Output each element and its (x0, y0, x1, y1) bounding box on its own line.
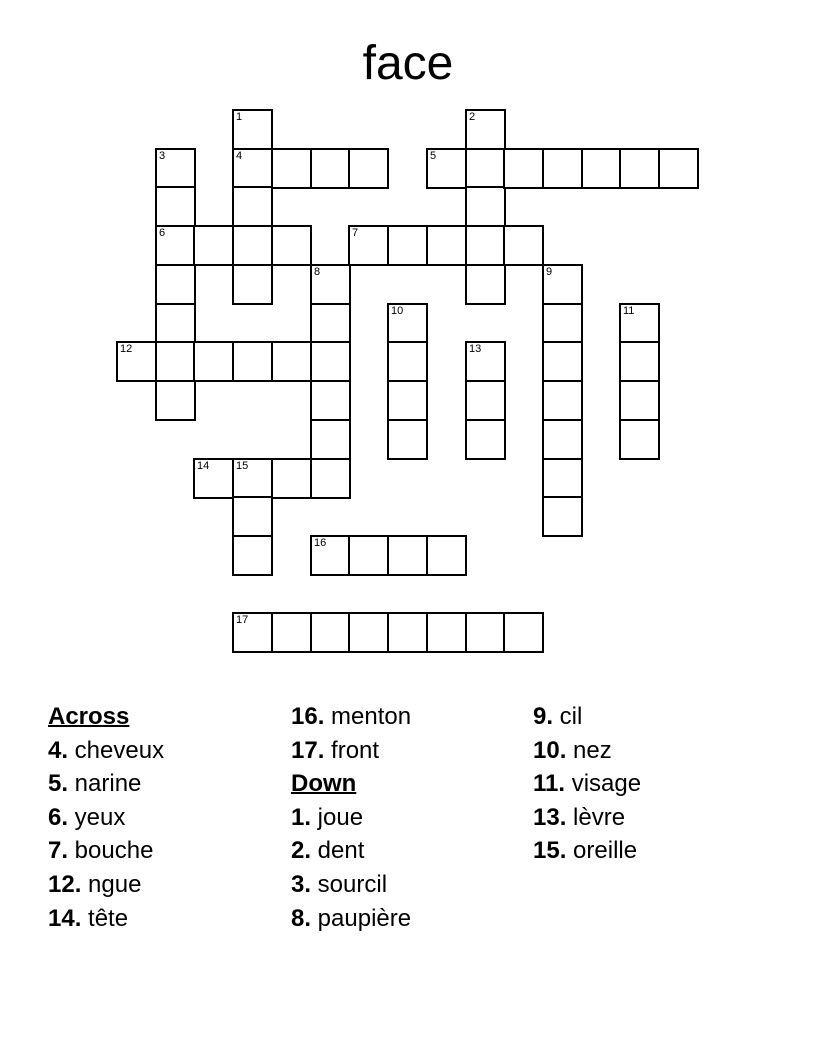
grid-cell[interactable] (116, 341, 157, 382)
grid-cell[interactable] (348, 148, 389, 189)
clue-number: 6. (48, 803, 69, 831)
grid-cell[interactable] (465, 419, 506, 460)
grid-cell[interactable] (619, 148, 660, 189)
clue-number: 4. (48, 736, 69, 764)
clue-number: 8. (291, 904, 312, 932)
clue-text: ngue (81, 870, 142, 898)
clue-item (48, 834, 164, 868)
grid-cell[interactable] (193, 225, 234, 266)
grid-cell[interactable] (155, 341, 196, 382)
grid-cell[interactable] (542, 380, 583, 421)
grid-cell[interactable] (465, 148, 506, 189)
grid-cell[interactable] (155, 303, 196, 344)
clue-item (291, 734, 411, 768)
clue-number: 5. (48, 770, 69, 798)
grid-cell[interactable] (542, 264, 583, 305)
grid-cell[interactable] (619, 380, 660, 421)
grid-cell[interactable] (155, 148, 196, 189)
clue-item (291, 834, 411, 868)
clue-item (533, 801, 641, 835)
cell-number: 12 (120, 343, 133, 355)
clue-text: oreille (566, 837, 638, 865)
grid-cell[interactable] (271, 341, 312, 382)
grid-cell[interactable] (426, 612, 467, 653)
grid-cell[interactable] (542, 303, 583, 344)
clue-number: 15. (533, 837, 567, 865)
grid-cell[interactable] (387, 612, 428, 653)
grid-cell[interactable] (387, 419, 428, 460)
clue-number: 9. (533, 703, 554, 730)
clue-column (291, 700, 411, 935)
grid-cell[interactable] (310, 303, 351, 344)
grid-cell[interactable] (310, 148, 351, 189)
grid-cell[interactable] (155, 264, 196, 305)
grid-cell[interactable] (271, 612, 312, 653)
grid-cell[interactable] (426, 148, 467, 189)
grid-cell[interactable] (310, 419, 351, 460)
clue-text: tête (81, 904, 129, 932)
grid-cell[interactable] (271, 148, 312, 189)
clue-text: yeux (68, 803, 126, 831)
clue-heading-down: Down (291, 770, 357, 798)
cell-number: 10 (391, 305, 404, 317)
clue-text: menton (324, 703, 412, 730)
grid-cell[interactable] (658, 148, 699, 189)
grid-cell[interactable] (310, 341, 351, 382)
clue-text: narine (68, 770, 142, 798)
grid-cell[interactable] (503, 148, 544, 189)
cell-number: 13 (469, 343, 482, 355)
grid-cell[interactable] (155, 380, 196, 421)
clue-item (48, 868, 164, 902)
clue-item (533, 700, 641, 734)
grid-cell[interactable] (193, 458, 234, 499)
cell-number: 7 (352, 227, 359, 239)
grid-cell[interactable] (542, 341, 583, 382)
grid-cell[interactable] (310, 380, 351, 421)
grid-cell[interactable] (387, 225, 428, 266)
clue-item (291, 902, 411, 936)
grid-cell[interactable] (465, 264, 506, 305)
grid-cell[interactable] (155, 225, 196, 266)
grid-cell[interactable] (619, 303, 660, 344)
clue-text: sourcil (311, 870, 388, 898)
grid-cell[interactable] (619, 341, 660, 382)
cell-number: 15 (236, 460, 249, 472)
clue-text: cil (553, 703, 583, 730)
grid-cell[interactable] (232, 341, 273, 382)
cell-number: 8 (314, 266, 321, 278)
clue-number: 17. (291, 736, 325, 764)
grid-cell[interactable] (465, 380, 506, 421)
grid-cell[interactable] (310, 535, 351, 576)
cell-number: 2 (469, 111, 476, 123)
clue-number: 10. (533, 736, 567, 764)
clue-text: dent (311, 837, 365, 865)
grid-cell[interactable] (310, 458, 351, 499)
grid-cell[interactable] (426, 535, 467, 576)
clue-number: 3. (291, 870, 312, 898)
grid-cell[interactable] (542, 148, 583, 189)
clue-item (48, 734, 164, 768)
clue-heading-across: Across (48, 703, 130, 730)
clue-item (533, 834, 641, 868)
puzzle-title: face (362, 37, 454, 90)
clue-number: 7. (48, 837, 69, 865)
clue-text: lèvre (566, 803, 626, 831)
clue-number: 12. (48, 870, 82, 898)
grid-cell[interactable] (465, 109, 506, 150)
grid-cell[interactable] (503, 225, 544, 266)
clue-item (48, 902, 164, 936)
grid-cell[interactable] (581, 148, 622, 189)
clue-number: 14. (48, 904, 82, 932)
grid-cell[interactable] (232, 496, 273, 537)
grid-cell[interactable] (465, 225, 506, 266)
clue-number: 2. (291, 837, 312, 865)
clue-item (291, 700, 411, 734)
grid-cell[interactable] (387, 380, 428, 421)
grid-cell[interactable] (232, 458, 273, 499)
clue-number: 1. (291, 803, 312, 831)
clue-text: nez (566, 736, 612, 764)
clue-text: joue (311, 803, 364, 831)
grid-cell[interactable] (155, 186, 196, 227)
clue-column (533, 700, 641, 868)
cell-number: 9 (546, 266, 553, 278)
clue-text: paupière (311, 904, 412, 932)
grid-cell[interactable] (542, 496, 583, 537)
grid-cell[interactable] (310, 264, 351, 305)
grid-cell[interactable] (348, 535, 389, 576)
clue-item (533, 734, 641, 768)
cell-number: 16 (314, 537, 327, 549)
grid-cell[interactable] (426, 225, 467, 266)
clue-item (291, 868, 411, 902)
grid-cell[interactable] (193, 341, 234, 382)
clue-item (48, 801, 164, 835)
grid-cell[interactable] (232, 225, 273, 266)
cell-number: 4 (236, 150, 243, 162)
grid-cell[interactable] (465, 341, 506, 382)
cell-number: 5 (430, 150, 437, 162)
grid-cell[interactable] (503, 612, 544, 653)
grid-cell[interactable] (232, 612, 273, 653)
clue-number: 13. (533, 803, 567, 831)
clue-text: bouche (68, 837, 154, 865)
grid-cell[interactable] (232, 148, 273, 189)
grid-cell[interactable] (271, 225, 312, 266)
clue-column (48, 700, 164, 935)
grid-cell[interactable] (348, 225, 389, 266)
grid-cell[interactable] (310, 612, 351, 653)
clue-item (48, 767, 164, 801)
cell-number: 14 (197, 460, 210, 472)
clue-number: 16. (291, 703, 325, 730)
grid-cell[interactable] (271, 458, 312, 499)
cell-number: 1 (236, 111, 243, 123)
cell-number: 17 (236, 614, 249, 626)
grid-cell[interactable] (387, 535, 428, 576)
clue-item (291, 801, 411, 835)
grid-cell[interactable] (542, 419, 583, 460)
grid-cell[interactable] (465, 612, 506, 653)
cell-number: 3 (159, 150, 166, 162)
grid-cell[interactable] (232, 535, 273, 576)
grid-cell[interactable] (387, 341, 428, 382)
grid-cell[interactable] (465, 186, 506, 227)
clue-text: front (324, 736, 380, 764)
clue-item (533, 767, 641, 801)
grid-cell[interactable] (619, 419, 660, 460)
grid-cell[interactable] (232, 109, 273, 150)
grid-cell[interactable] (542, 458, 583, 499)
cell-number: 6 (159, 227, 166, 239)
grid-cell[interactable] (387, 303, 428, 344)
grid-cell[interactable] (348, 612, 389, 653)
grid-cell[interactable] (232, 186, 273, 227)
cell-number: 11 (623, 305, 635, 317)
clue-text: cheveux (68, 736, 165, 764)
grid-cell[interactable] (232, 264, 273, 305)
clue-text: visage (565, 770, 642, 798)
clue-number: 11. (533, 770, 566, 798)
